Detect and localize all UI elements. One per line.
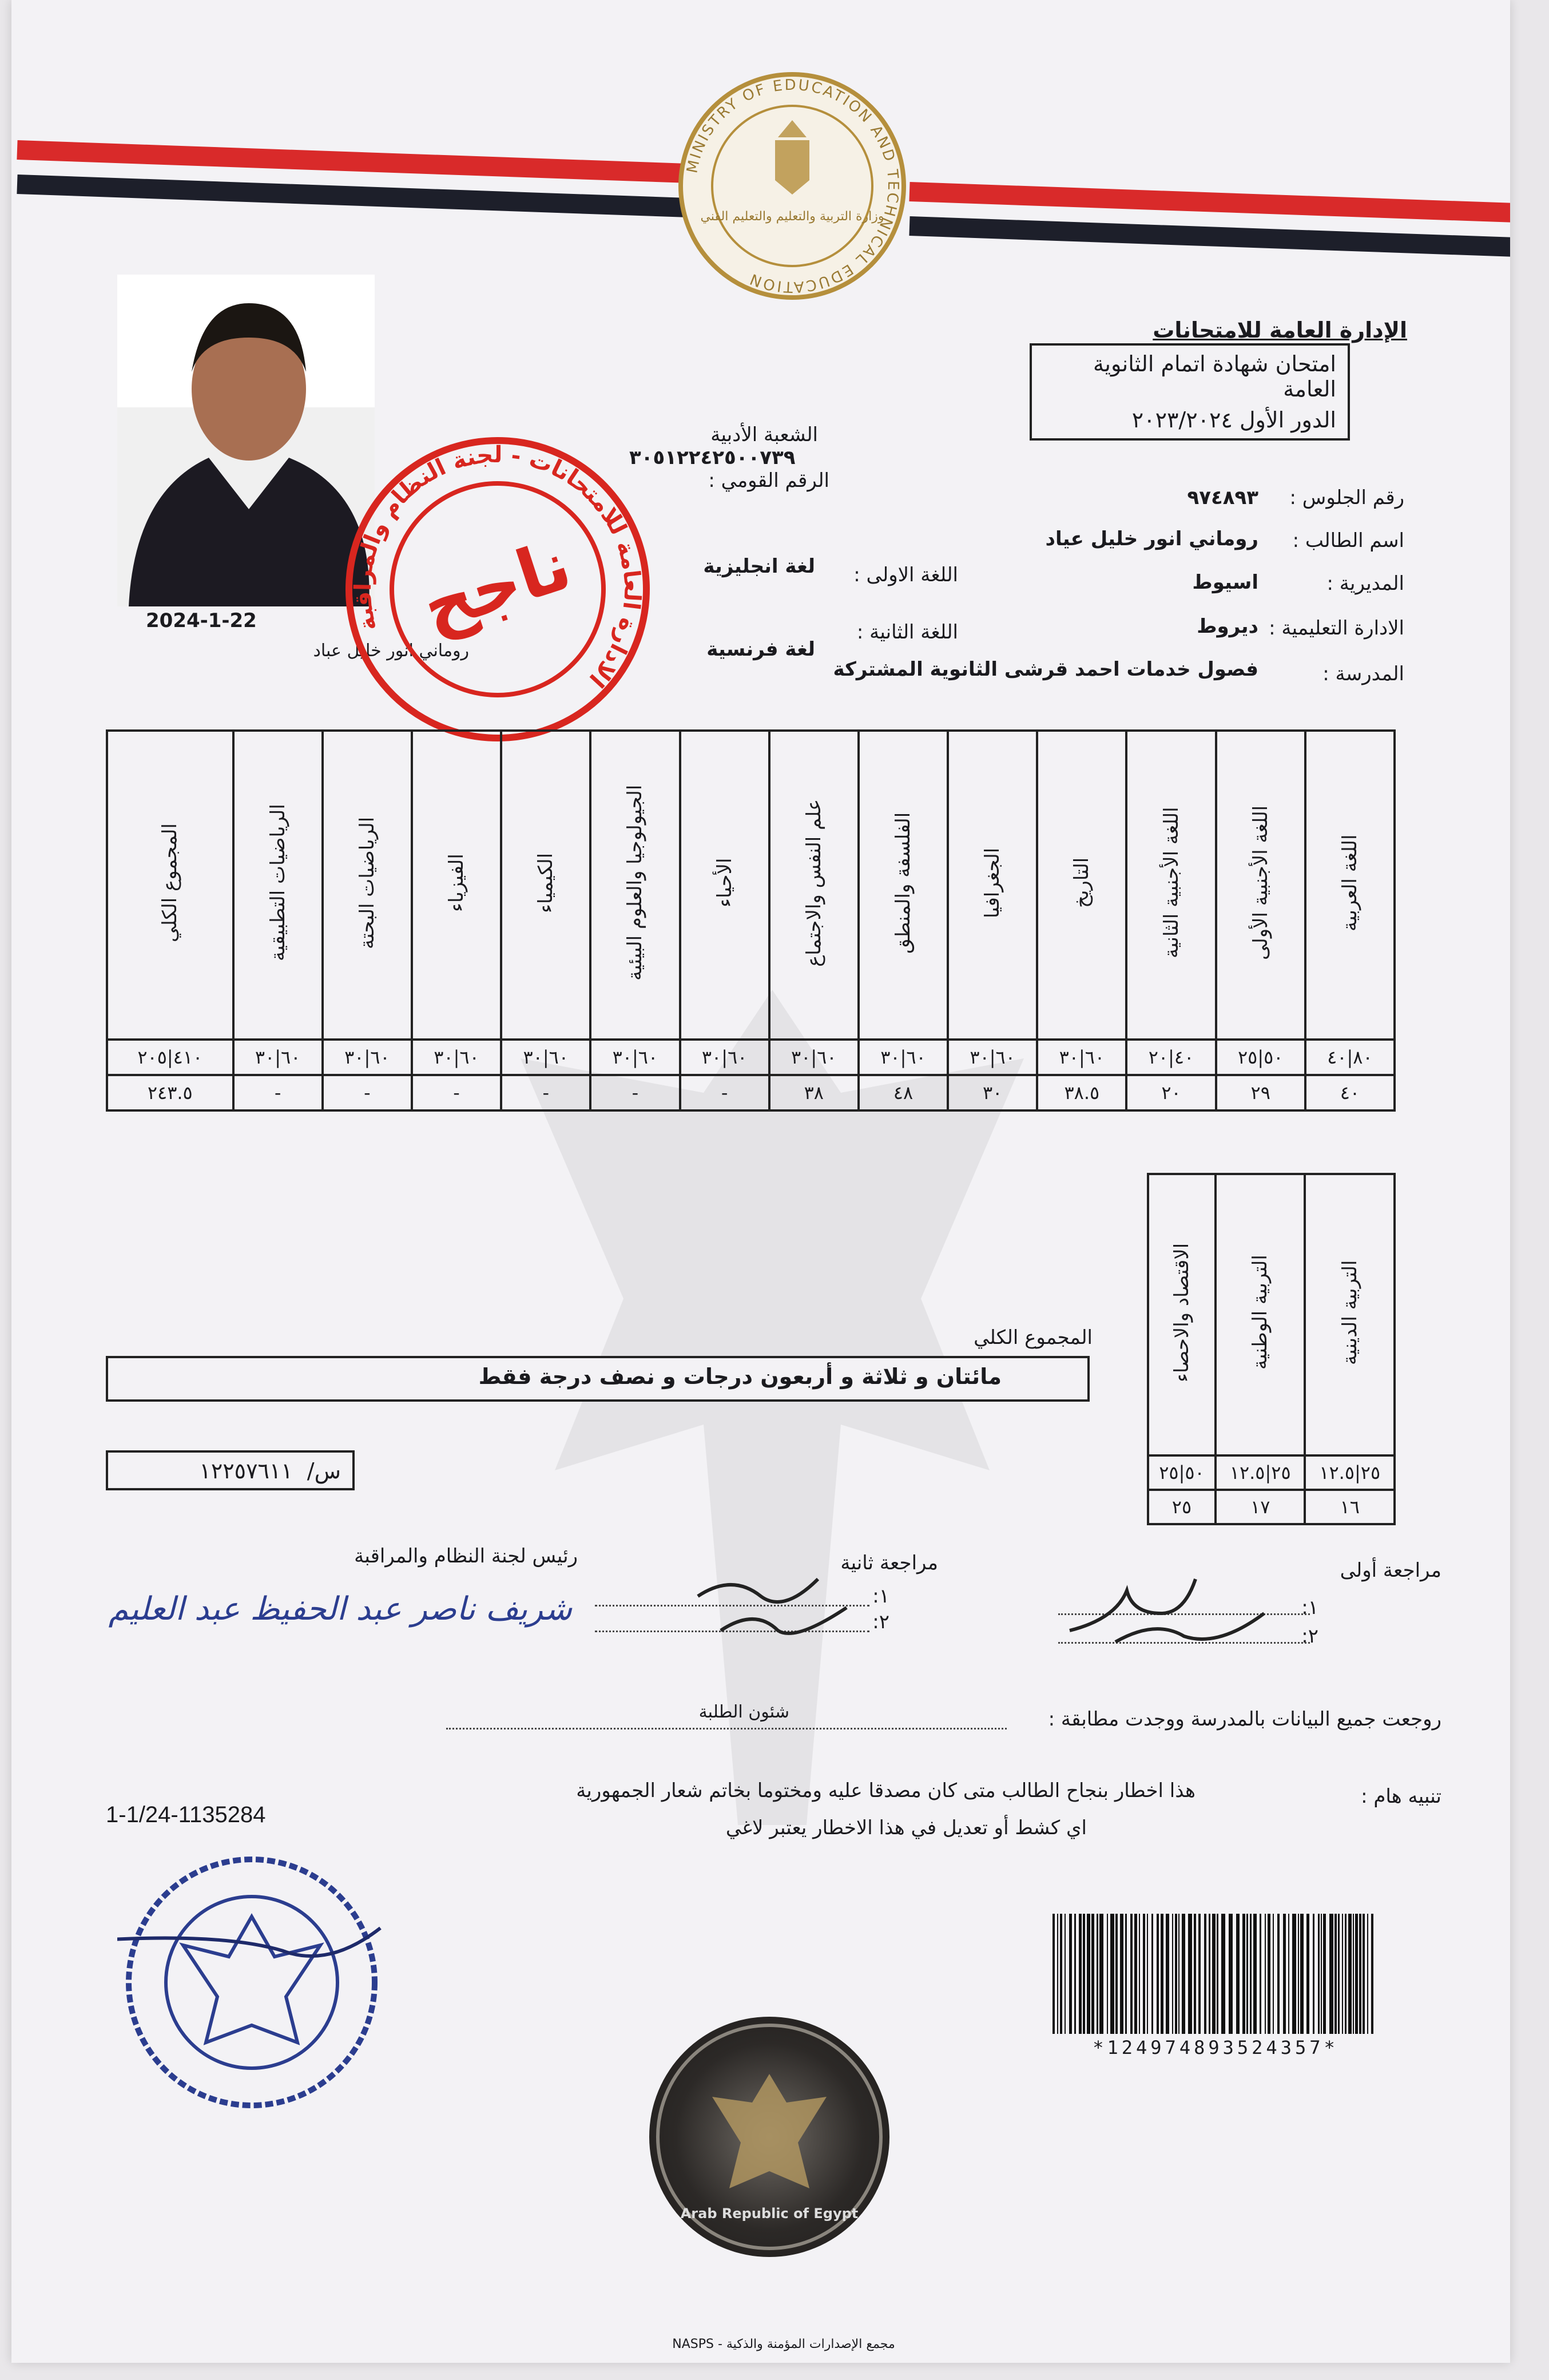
extra-max-cell: ٢٥|١٢.٥ (1216, 1455, 1305, 1490)
hologram-seal (649, 2017, 889, 2257)
main-score-cell: ٤٨ (859, 1075, 948, 1110)
school: فصول خدمات احمد قرشى الثانوية المشتركة (833, 658, 1258, 681)
barcode-bar (1359, 1914, 1361, 2034)
second-review-1: ١: (872, 1585, 889, 1608)
first-review-label: مراجعة أولى (1340, 1559, 1441, 1582)
barcode-bar (1151, 1914, 1153, 2034)
black-stripe-left (17, 174, 692, 217)
barcode-bar (1060, 1914, 1062, 2034)
barcode-bar (1198, 1914, 1201, 2034)
reference-number: 1-1/24-1135284 (106, 1802, 266, 1827)
main-subject-header (1037, 731, 1126, 1040)
main-subject-name: اللغة الأجنبية الأولى (1249, 805, 1272, 961)
directorate-label: المديرية : (1326, 572, 1404, 595)
barcode-bar (1091, 1914, 1094, 2034)
total-words-box (106, 1356, 1090, 1402)
barcode-bar (1079, 1914, 1082, 2034)
barcode-bar (1139, 1914, 1140, 2034)
barcode-bar (1178, 1914, 1179, 2034)
barcode-bar (1242, 1914, 1245, 2034)
first-review-1: ١: (1301, 1596, 1318, 1619)
barcode-bar (1188, 1914, 1192, 2034)
barcode-bar (1209, 1914, 1210, 2034)
main-subject-header (412, 731, 501, 1040)
lang2-label: اللغة الثانية : (856, 621, 958, 644)
extra-subject-name: التربية الدينية (1338, 1260, 1361, 1365)
main-score-cell: - (501, 1075, 590, 1110)
main-max-cell: ٦٠|٣٠ (948, 1040, 1037, 1075)
main-score-cell: ٢٠ (1126, 1075, 1216, 1110)
main-score-cell: - (680, 1075, 769, 1110)
branch-label: الشعبة الأدبية (710, 423, 818, 446)
admin-label: الادارة التعليمية : (1269, 617, 1404, 640)
main-subject-name: الأحياء (713, 858, 736, 908)
main-score-cell: ٣٨ (769, 1075, 859, 1110)
barcode-bar (1166, 1914, 1169, 2034)
barcode-bar (1107, 1914, 1108, 2034)
extra-subject-name: التربية الوطنية (1249, 1255, 1272, 1370)
footer-text: مجمع الإصدارات المؤمنة والذكية - NASPS (672, 2337, 895, 2351)
main-max-cell: ٦٠|٣٠ (501, 1040, 590, 1075)
extra-max-cell: ٢٥|١٢.٥ (1305, 1455, 1395, 1490)
barcode-bar (1334, 1914, 1337, 2034)
barcode-bar (1371, 1914, 1373, 2034)
main-max-cell: ٦٠|٣٠ (1037, 1040, 1126, 1075)
barcode-bar (1246, 1914, 1248, 2034)
barcode-bar (1268, 1914, 1270, 2034)
barcode-bar (1250, 1914, 1252, 2034)
main-score-cell: - (233, 1075, 323, 1110)
black-stripe-right (909, 216, 1510, 257)
extra-max-cell: ٥٠|٢٥ (1148, 1455, 1216, 1490)
barcode-bar (1097, 1914, 1098, 2034)
certificate-page (11, 0, 1510, 2363)
main-subject-header (769, 731, 859, 1040)
name-label: اسم الطالب : (1292, 529, 1404, 552)
national-id: ٣٠٥١٢٢٤٢٥٠٠٧٣٩ (629, 446, 796, 469)
directorate: اسيوط (1192, 571, 1258, 594)
svg-text:MINISTRY OF EDUCATION AND TECH: MINISTRY OF EDUCATION AND TECHNICAL EDUCATION (684, 76, 902, 296)
barcode-bar (1353, 1914, 1354, 2034)
red-stripe-right (909, 182, 1510, 223)
extra-subject-header (1216, 1174, 1305, 1455)
svg-text:وزارة التربية والتعليم والتعلي: وزارة التربية والتعليم والتعليم الفني (700, 209, 884, 224)
barcode-bar (1355, 1914, 1358, 2034)
lang1: لغة انجليزية (703, 555, 815, 578)
notice-label: تنبيه هام : (1361, 1785, 1441, 1808)
barcode-bar (1306, 1914, 1309, 2034)
barcode-bar (1147, 1914, 1148, 2034)
barcode-bar (1323, 1914, 1326, 2034)
barcode-bar (1342, 1914, 1343, 2034)
exam-line2: الدور الأول ٢٠٢٣/٢٠٢٤ (1131, 407, 1336, 433)
barcode-bar (1236, 1914, 1240, 2034)
barcode-bar (1052, 1914, 1055, 2034)
verify-text: روجعت جميع البيانات بالمدرسة ووجدت مطابقة : (1048, 1708, 1441, 1731)
serial-value: ١٢٢٥٧٦١١ (199, 1458, 293, 1483)
main-subject-header (590, 731, 680, 1040)
affairs-label: شئون الطلبة (698, 1702, 789, 1722)
main-max-cell: ٦٠|٣٠ (680, 1040, 769, 1075)
barcode-bar (1229, 1914, 1233, 2034)
barcode-bar (1194, 1914, 1196, 2034)
first-review-2: ٢: (1301, 1625, 1318, 1648)
main-subject-header (323, 731, 412, 1040)
red-stripe-left (17, 140, 692, 183)
seat-number: ٩٧٤٨٩٣ (1187, 486, 1258, 509)
barcode-bar (1134, 1914, 1137, 2034)
barcode-bar (1253, 1914, 1257, 2034)
second-reviewer-signature (686, 1562, 869, 1656)
main-score-cell: - (323, 1075, 412, 1110)
main-score-cell: ٢٩ (1216, 1075, 1305, 1110)
extra-subject-header (1305, 1174, 1395, 1455)
photo-date: 2024-1-22 (146, 609, 257, 632)
barcode-bar (1083, 1914, 1085, 2034)
photo-caption: روماني انور خليل عباد (313, 641, 469, 661)
barcode-bar (1074, 1914, 1076, 2034)
main-subject-header (1216, 731, 1305, 1040)
main-subject-header (680, 731, 769, 1040)
barcode-bar (1172, 1914, 1173, 2034)
extra-subject-name: الاقتصاد والاحصاء (1170, 1243, 1193, 1382)
lang2: لغة فرنسية (706, 638, 815, 661)
svg-text:الادارة العامة للامتحانات - لج: الادارة العامة للامتحانات - لجنة النظام والمراقبة (349, 441, 646, 693)
main-score-cell: ٣٨.٥ (1037, 1075, 1126, 1110)
extra-table-wrap (1147, 1173, 1396, 1525)
barcode-bar (1125, 1914, 1127, 2034)
notice-line-1: هذا اخطار بنجاح الطالب متى كان مصدقا عليه ومختوما بخاتم شعار الجمهورية (576, 1779, 1195, 1802)
main-max-cell: ٨٠|٤٠ (1305, 1040, 1395, 1075)
barcode (1052, 1914, 1379, 2034)
serial-box (106, 1450, 355, 1490)
main-subject-header (1305, 731, 1395, 1040)
barcode-bar (1329, 1914, 1333, 2034)
barcode-bar (1273, 1914, 1274, 2034)
barcode-bar (1345, 1914, 1347, 2034)
main-subject-name: اللغة الأجنبية الثانية (1159, 807, 1183, 959)
total-label: المجموع الكلي (974, 1326, 1093, 1349)
barcode-bar (1221, 1914, 1225, 2034)
seal-text: Arab Republic of Egypt (680, 2206, 859, 2222)
barcode-bar (1367, 1914, 1368, 2034)
main-max-cell: ٦٠|٣٠ (769, 1040, 859, 1075)
barcode-bar (1157, 1914, 1159, 2034)
barcode-bar (1175, 1914, 1177, 2034)
barcode-bar (1115, 1914, 1118, 2034)
main-subject-name: الجيولوجيا والعلوم البيئية (623, 784, 647, 981)
main-max-cell: ٦٠|٣٠ (323, 1040, 412, 1075)
ministry-emblem (675, 69, 909, 303)
main-subject-header (107, 731, 233, 1040)
barcode-bar (1120, 1914, 1123, 2034)
barcode-bar (1204, 1914, 1206, 2034)
barcode-bar (1313, 1914, 1314, 2034)
main-subject-header (948, 731, 1037, 1040)
barcode-bar (1292, 1914, 1296, 2034)
exam-box (1030, 343, 1350, 441)
stamp-center-text: ناجح (412, 525, 581, 648)
barcode-bar (1283, 1914, 1286, 2034)
main-subject-name: اللغة العربية (1338, 834, 1361, 931)
barcode-bar (1099, 1914, 1103, 2034)
barcode-bar (1182, 1914, 1185, 2034)
exam-line1: امتحان شهادة اتمام الثانوية العامة (1093, 351, 1336, 402)
barcode-bar (1265, 1914, 1266, 2034)
barcode-bar (1300, 1914, 1304, 2034)
barcode-bar (1321, 1914, 1322, 2034)
barcode-bar (1065, 1914, 1066, 2034)
main-max-cell: ٦٠|٣٠ (590, 1040, 680, 1075)
second-review-label: مراجعة ثانية (840, 1552, 938, 1574)
main-score-cell: - (590, 1075, 680, 1110)
main-max-cell: ٦٠|٣٠ (412, 1040, 501, 1075)
barcode-bar (1277, 1914, 1280, 2034)
barcode-bar (1161, 1914, 1163, 2034)
main-subject-name: الفيزياء (445, 854, 468, 912)
extra-subjects-table (1147, 1173, 1396, 1525)
main-score-cell: - (412, 1075, 501, 1110)
extra-subject-header (1148, 1174, 1216, 1455)
barcode-bar (1087, 1914, 1090, 2034)
main-score-cell: ٢٤٣.٥ (107, 1075, 233, 1110)
main-subject-name: الفلسفة والمنطق (891, 812, 915, 954)
main-subject-name: المجموع الكلي (158, 823, 182, 942)
admin: ديروط (1197, 615, 1258, 638)
first-reviewer-signature (1058, 1568, 1298, 1661)
main-subject-header (233, 731, 323, 1040)
department-title: الإدارة العامة للامتحانات (1153, 318, 1407, 343)
barcode-bar (1212, 1914, 1216, 2034)
blue-seal-stamp (117, 1848, 386, 2117)
main-subject-name: الرياضيات التطبيقية (266, 804, 289, 962)
barcode-bar (1110, 1914, 1114, 2034)
barcode-text: *124974893524357* (1093, 2037, 1339, 2058)
seat-label: رقم الجلوس : (1289, 486, 1404, 509)
main-subject-name: الرياضيات البحتة (355, 816, 379, 949)
verify-line (446, 1728, 1007, 1730)
school-label: المدرسة : (1322, 663, 1404, 685)
main-max-cell: ٥٠|٢٥ (1216, 1040, 1305, 1075)
main-subject-name: التاريخ (1070, 857, 1094, 909)
barcode-bar (1260, 1914, 1261, 2034)
main-subject-header (501, 731, 590, 1040)
barcode-bar (1363, 1914, 1365, 2034)
grades-table-wrap (106, 729, 1396, 1112)
main-max-cell: ٤٠|٢٠ (1126, 1040, 1216, 1075)
main-subject-name: الكيمياء (534, 852, 558, 913)
main-max-cell: ٤١٠|٢٠٥ (107, 1040, 233, 1075)
lang1-label: اللغة الاولى : (853, 564, 958, 586)
main-subject-header (1126, 731, 1216, 1040)
barcode-bar (1338, 1914, 1340, 2034)
student-name: روماني انور خليل عياد (1045, 527, 1258, 550)
main-subject-header (859, 731, 948, 1040)
barcode-bar (1348, 1914, 1352, 2034)
barcode-bar (1130, 1914, 1133, 2034)
barcode-bar (1298, 1914, 1299, 2034)
barcode-bar (1057, 1914, 1058, 2034)
barcode-bar (1217, 1914, 1218, 2034)
main-max-cell: ٦٠|٣٠ (859, 1040, 948, 1075)
barcode-bar (1318, 1914, 1320, 2034)
extra-score-cell: ١٦ (1305, 1490, 1395, 1524)
main-subject-name: الجغرافيا (981, 847, 1004, 918)
main-score-cell: ٤٠ (1305, 1075, 1395, 1110)
second-review-2: ٢: (872, 1611, 889, 1633)
total-words: مائتان و ثلاثة و أربعون درجات و نصف درجة فقط (478, 1364, 1002, 1389)
main-subject-name: علم النفس والاجتماع (802, 799, 825, 967)
barcode-bar (1288, 1914, 1289, 2034)
chair-label: رئيس لجنة النظام والمراقبة (354, 1545, 578, 1568)
serial-label: س/ (307, 1458, 341, 1483)
extra-score-cell: ١٧ (1216, 1490, 1305, 1524)
national-id-label: الرقم القومي : (708, 469, 829, 492)
extra-score-cell: ٢٥ (1148, 1490, 1216, 1524)
grades-table (106, 729, 1396, 1112)
main-max-cell: ٦٠|٣٠ (233, 1040, 323, 1075)
notice-line-2: اي كشط أو تعديل في هذا الاخطار يعتبر لاغي (725, 1816, 1087, 1839)
barcode-bar (1069, 1914, 1072, 2034)
chair-signature: شريف ناصر عبد الحفيظ عبد العليم (108, 1590, 572, 1628)
main-score-cell: ٣٠ (948, 1075, 1037, 1110)
barcode-bar (1143, 1914, 1145, 2034)
